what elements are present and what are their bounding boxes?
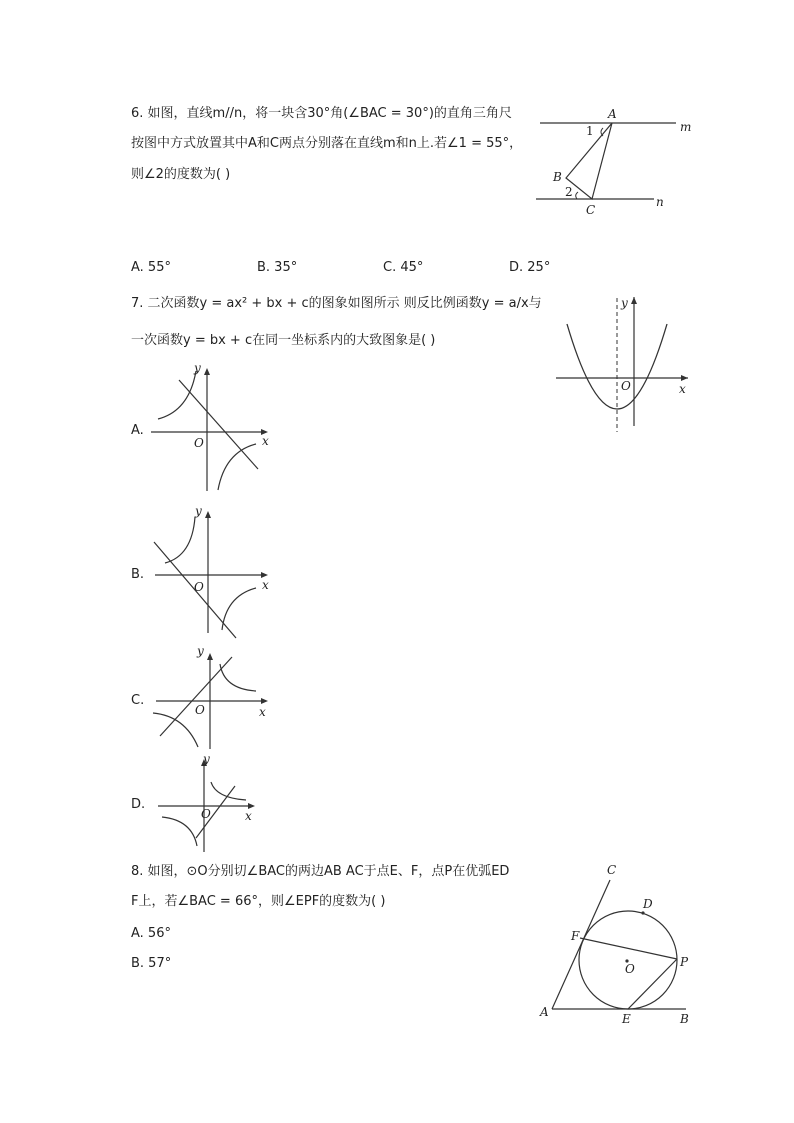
label-b: B — [680, 1012, 689, 1026]
q8-line1: 8. 如图，⊙O分别切∠BAC的两边AB AC于点E、F，点P在优弧ED — [131, 864, 510, 879]
label-2: 2 — [565, 185, 573, 199]
graph-b-o: O — [194, 580, 204, 594]
label-o: O — [621, 379, 631, 393]
graph-b-y: y — [195, 504, 202, 518]
label-n: n — [656, 195, 664, 209]
graph-d-y: y — [203, 752, 210, 766]
q6-option-a[interactable]: A. 55° — [131, 260, 171, 275]
graph-a-y: y — [194, 361, 201, 375]
q7-line1: 7. 二次函数y = ax² + bx + c的图象如图所示 则反比例函数y = a/x与 — [131, 296, 542, 311]
q7-option-a[interactable]: A. — [131, 423, 144, 438]
graph-d-x: x — [245, 809, 252, 823]
label-e: E — [622, 1012, 631, 1026]
graph-a-x: x — [262, 434, 269, 448]
q6-option-b[interactable]: B. 35° — [257, 260, 298, 275]
label-o8: O — [625, 962, 635, 976]
q8-option-a[interactable]: A. 56° — [131, 926, 171, 941]
label-B: B — [553, 170, 562, 184]
q7-option-c[interactable]: C. — [131, 693, 145, 708]
label-a: A — [540, 1005, 549, 1019]
label-c: C — [607, 863, 617, 877]
label-C: C — [586, 203, 596, 217]
label-y: y — [621, 296, 628, 310]
q6-option-d[interactable]: D. 25° — [509, 260, 551, 275]
label-A: A — [608, 107, 617, 121]
q6-line3: 则∠2的度数为( ) — [131, 167, 231, 182]
q6-option-c[interactable]: C. 45° — [383, 260, 424, 275]
graph-c-x: x — [259, 705, 266, 719]
label-x: x — [679, 382, 686, 396]
label-p: P — [680, 955, 689, 969]
graph-c-y: y — [197, 644, 204, 658]
graph-c-o: O — [195, 703, 205, 717]
graph-a-o: O — [194, 436, 204, 450]
chord-fp — [580, 938, 677, 959]
label-m: m — [680, 120, 692, 134]
q7-option-d[interactable]: D. — [131, 797, 146, 812]
q8-option-b[interactable]: B. 57° — [131, 956, 172, 971]
chord-ep — [628, 959, 677, 1009]
q6-line2: 按图中方式放置其中A和C两点分别落在直线m和n上.若∠1 = 55°， — [131, 136, 523, 151]
label-d: D — [643, 897, 653, 911]
graph-d-o: O — [201, 807, 211, 821]
graph-b-x: x — [262, 578, 269, 592]
q8-line2: F上，若∠BAC = 66°，则∠EPF的度数为( ) — [131, 894, 386, 909]
label-f: F — [571, 929, 580, 943]
label-1: 1 — [586, 124, 594, 138]
point-d — [641, 911, 644, 914]
q7-line2: 一次函数y = bx + c在同一坐标系内的大致图象是( ) — [131, 333, 436, 348]
q6-line1: 6. 如图，直线m//n，将一块含30°角(∠BAC = 30°)的直角三角尺 — [131, 106, 512, 121]
q7-option-b[interactable]: B. — [131, 567, 145, 582]
